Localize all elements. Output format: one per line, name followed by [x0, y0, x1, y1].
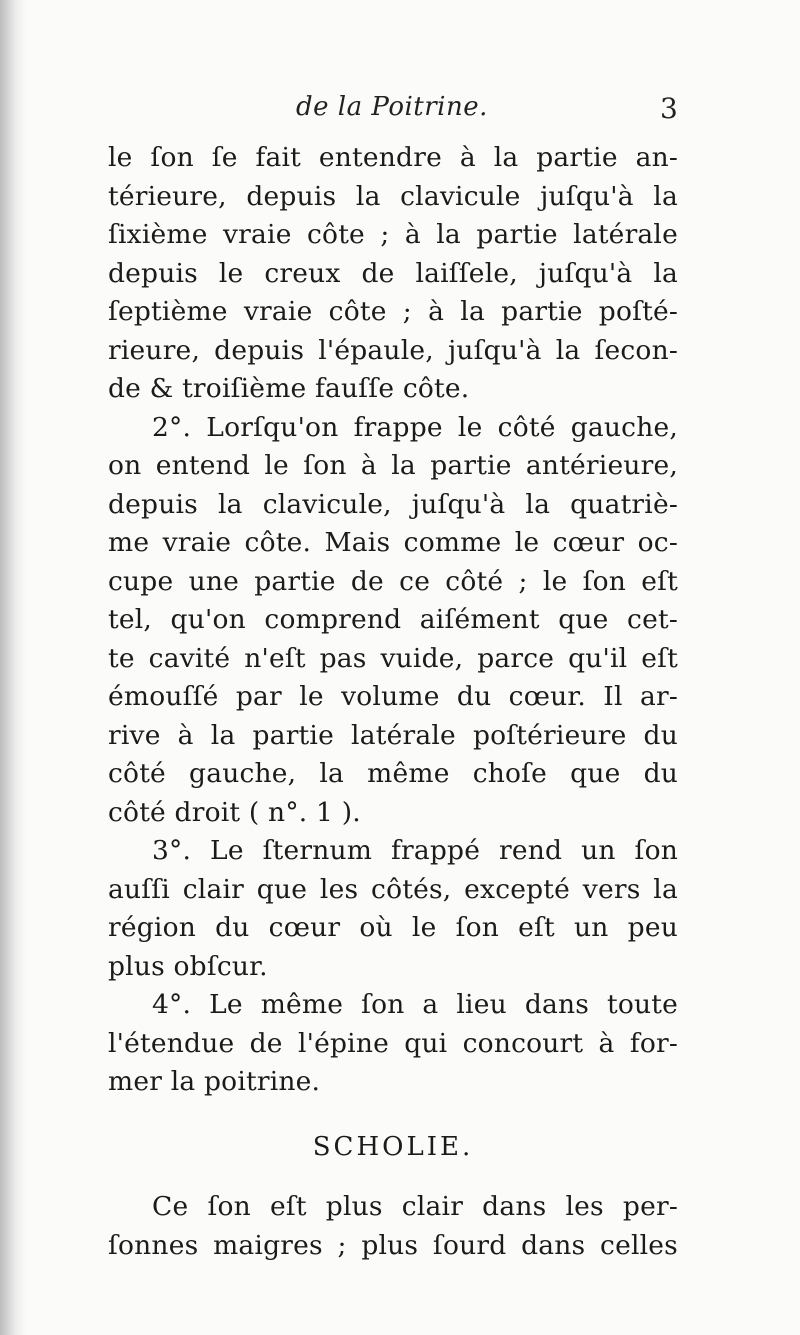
text-line: me vraie côte. Mais comme le cœur oc-: [108, 527, 678, 558]
running-head: [0, 92, 800, 132]
text-line: ſeptième vraie côte ; à la partie poſté-: [108, 296, 678, 327]
text-line: depuis le creux de laiſſele, juſqu'à la: [108, 257, 678, 289]
text-line: ſixième vraie côte ; à la partie latérale: [108, 219, 678, 250]
text-line: tel, qu'on comprend aiſément que cet-: [108, 604, 678, 635]
text-line: plus obſcur.: [108, 950, 268, 982]
body-text: [108, 139, 678, 1265]
text-line: rive à la partie latérale poſtérieure du: [108, 719, 678, 751]
text-line: térieure, depuis la clavicule juſqu'à la: [108, 180, 678, 212]
text-line: côté droit ( n°. 1 ).: [108, 796, 361, 828]
text-line: 3°. Le ſternum frappé rend un ſon: [152, 835, 678, 866]
text-line: cupe une partie de ce côté ; le ſon eſt: [108, 565, 678, 597]
text-line: on entend le ſon à la partie antérieure,: [108, 450, 678, 481]
page-number: 3: [660, 92, 678, 125]
text-line: auſſi clair que les côtés, excepté vers la: [108, 873, 678, 905]
text-line: émouſſé par le volume du cœur. Il ar-: [108, 681, 678, 712]
text-line: côté gauche, la même choſe que du: [108, 758, 678, 789]
text-line: rieure, depuis l'épaule, juſqu'à la ſecon-: [108, 334, 678, 366]
section-heading: SCHOLIE.: [312, 1131, 474, 1162]
text-line: de & troiſième fauſſe côte.: [108, 373, 470, 404]
text-line: le ſon ſe fait entendre à la partie an-: [108, 142, 678, 173]
text-line: région du cœur où le ſon eſt un peu: [108, 912, 678, 943]
text-line: depuis la clavicule, juſqu'à la quatriè-: [108, 488, 678, 520]
text-line: Ce ſon eſt plus clair dans les per-: [152, 1191, 678, 1222]
text-line: te cavité n'eſt pas vuide, parce qu'il eſt: [108, 642, 678, 674]
running-title: de la Poitrine.: [296, 92, 488, 122]
page-gutter-shadow: [0, 0, 26, 1335]
text-line: ſonnes maigres ; plus ſourd dans celles: [108, 1229, 678, 1261]
text-line: 4°. Le même ſon a lieu dans toute: [152, 989, 678, 1020]
text-line: mer la poitrine.: [108, 1066, 321, 1097]
text-line: l'étendue de l'épine qui concourt à for-: [108, 1027, 678, 1059]
text-line: 2°. Lorſqu'on frappe le côté gauche,: [152, 411, 678, 443]
